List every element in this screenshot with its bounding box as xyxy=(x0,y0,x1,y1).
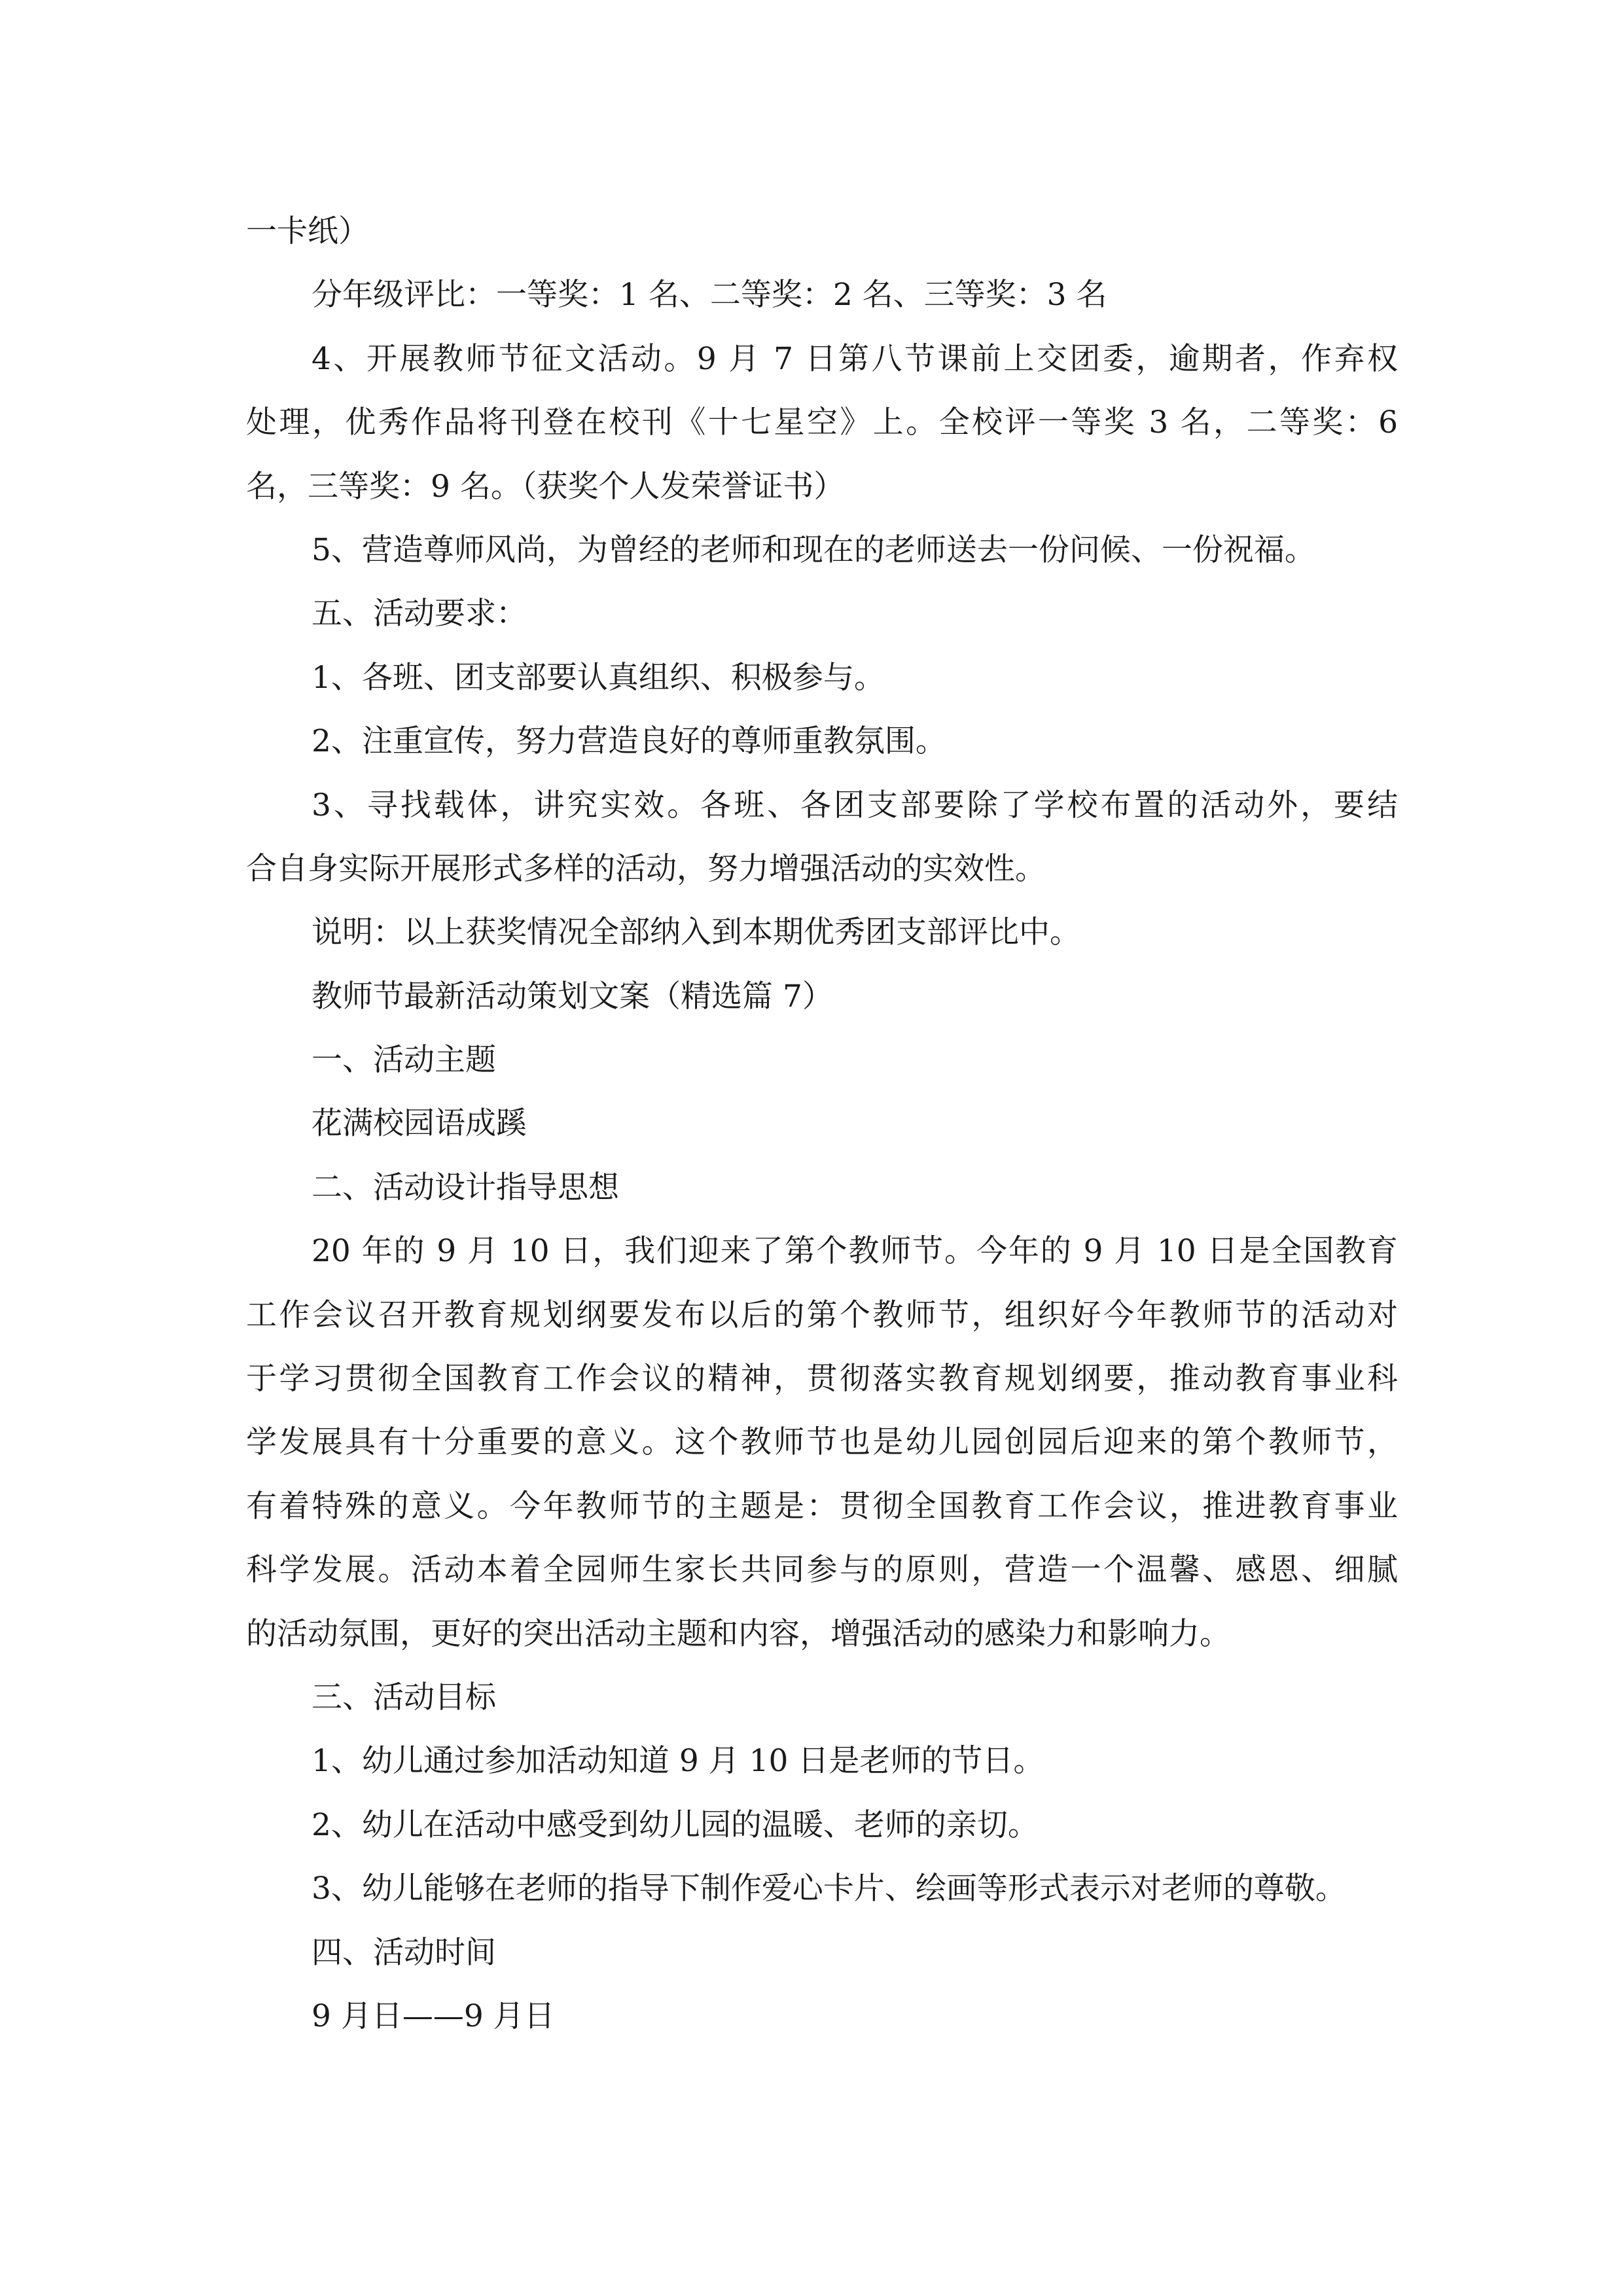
document-body xyxy=(246,200,1398,2048)
text-line: 9 月日——9 月日 xyxy=(312,1998,555,2034)
section-title: 教师节最新活动策划文案（精选篇 7） xyxy=(312,978,833,1014)
text-line: 有着特殊的意义。今年教师节的主题是：贯彻全国教育工作会议，推进教育事业 xyxy=(246,1488,1398,1524)
text-line: 花满校园语成蹊 xyxy=(312,1105,527,1142)
section-heading: 三、活动目标 xyxy=(312,1679,496,1715)
text-line: 处理，优秀作品将刊登在校刊《十七星空》上。全校评一等奖 3 名，二等奖：6 xyxy=(246,404,1398,441)
section-heading: 五、活动要求： xyxy=(312,596,527,632)
text-line: 2、幼儿在活动中感受到幼儿园的温暖、老师的亲切。 xyxy=(312,1806,1039,1843)
section-heading: 二、活动设计指导思想 xyxy=(312,1169,619,1206)
text-line: 4、开展教师节征文活动。9 月 7 日第八节课前上交团委，逾期者，作弃权 xyxy=(312,340,1398,377)
text-line: 工作会议召开教育规划纲要发布以后的第个教师节，组织好今年教师节的活动对 xyxy=(246,1297,1398,1333)
text-line: 3、寻找载体，讲究实效。各班、各团支部要除了学校布置的活动外，要结 xyxy=(312,787,1398,823)
text-line: 说明：以上获奖情况全部纳入到本期优秀团支部评比中。 xyxy=(312,914,1080,951)
text-line: 学发展具有十分重要的意义。这个教师节也是幼儿园创园后迎来的第个教师节， xyxy=(246,1424,1398,1461)
text-line: 一卡纸） xyxy=(246,213,369,249)
section-heading: 一、活动主题 xyxy=(312,1042,496,1079)
text-line: 的活动氛围，更好的突出活动主题和内容，增强活动的感染力和影响力。 xyxy=(246,1615,1230,1652)
text-line: 3、幼儿能够在老师的指导下制作爱心卡片、绘画等形式表示对老师的尊敬。 xyxy=(312,1871,1346,1907)
text-line: 20 年的 9 月 10 日，我们迎来了第个教师节。今年的 9 月 10 日是全国教育 xyxy=(312,1233,1398,1270)
text-line: 2、注重宣传，努力营造良好的尊师重教氛围。 xyxy=(312,723,946,760)
section-heading: 四、活动时间 xyxy=(312,1934,496,1971)
text-line: 名，三等奖：9 名。（获奖个人发荣誉证书） xyxy=(246,468,845,505)
text-line: 1、各班、团支部要认真组织、积极参与。 xyxy=(312,659,885,696)
text-line: 分年级评比：一等奖：1 名、二等奖：2 名、三等奖：3 名 xyxy=(312,277,1107,314)
text-line: 于学习贯彻全国教育工作会议的精神，贯彻落实教育规划纲要，推动教育事业科 xyxy=(246,1361,1398,1397)
text-line: 科学发展。活动本着全园师生家长共同参与的原则，营造一个温馨、感恩、细腻 xyxy=(246,1552,1398,1588)
text-line: 1、幼儿通过参加活动知道 9 月 10 日是老师的节日。 xyxy=(312,1743,1044,1780)
text-line: 合自身实际开展形式多样的活动，努力增强活动的实效性。 xyxy=(246,850,1046,887)
text-line: 5、营造尊师风尚，为曾经的老师和现在的老师送去一份问候、一份祝福。 xyxy=(312,531,1315,568)
